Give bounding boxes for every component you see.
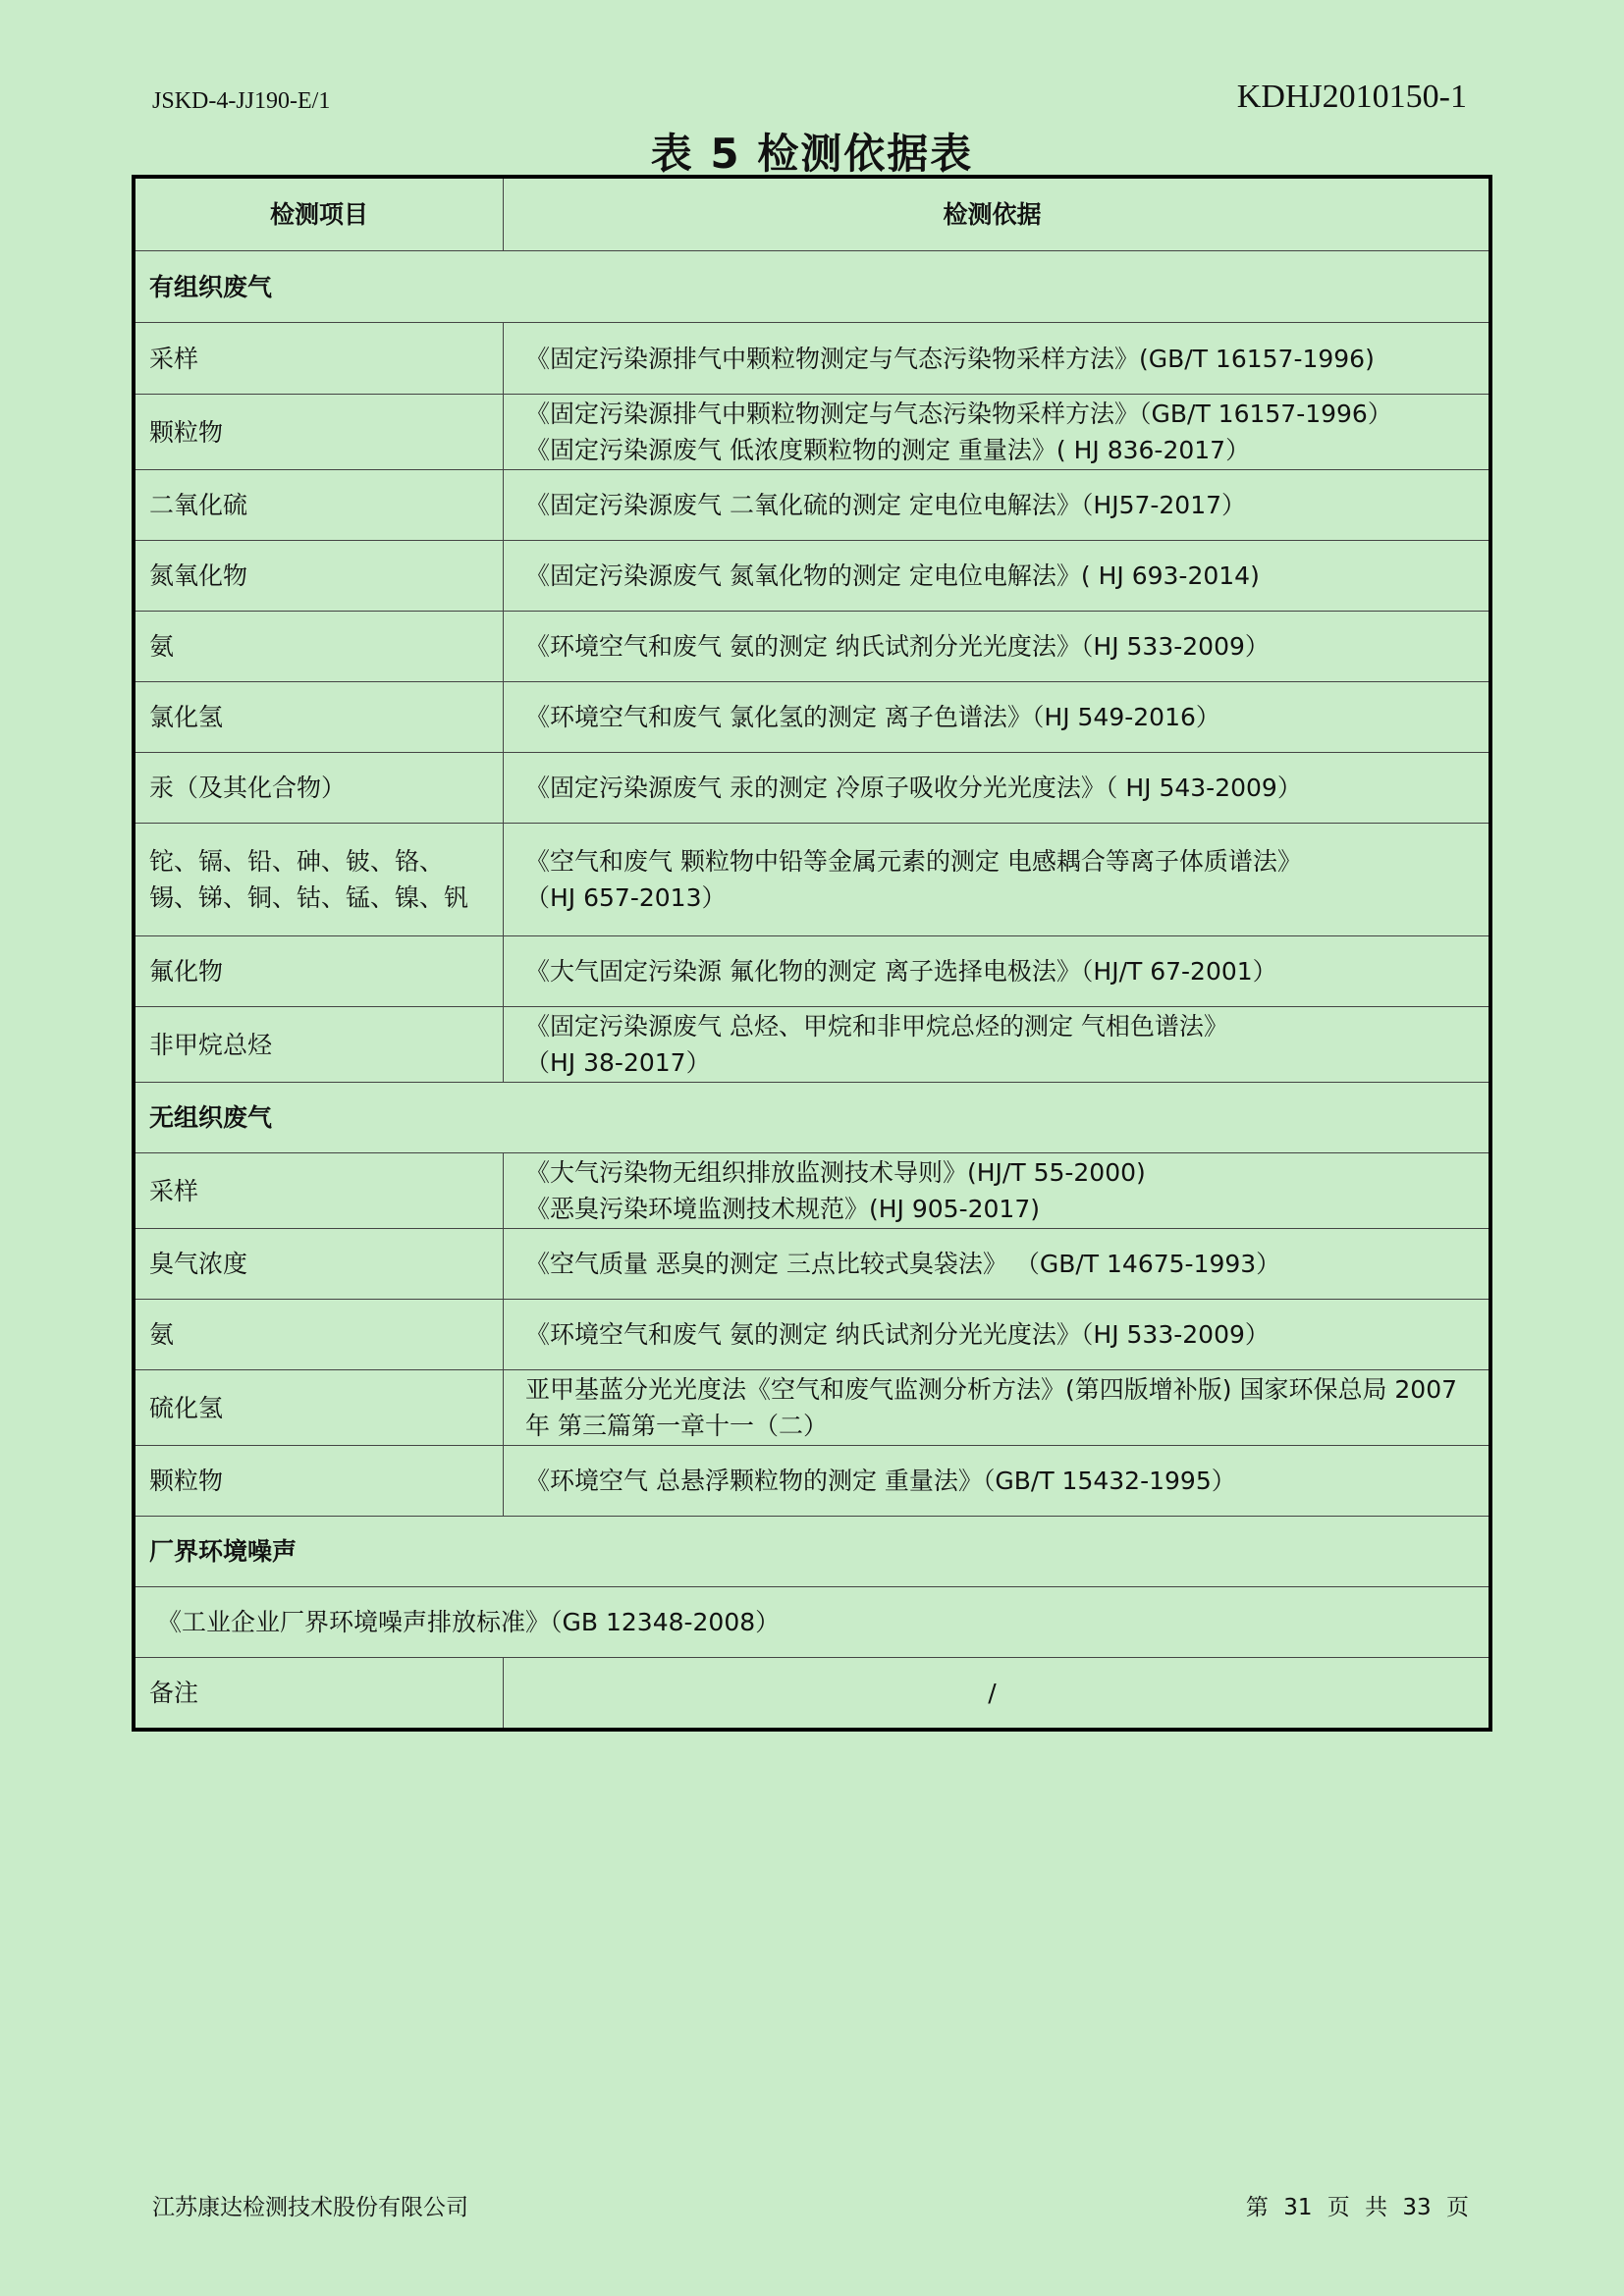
- basis-cell: 《空气和废气 颗粒物中铅等金属元素的测定 电感耦合等离子体质谱法》 （HJ 657-2013）: [525, 847, 1302, 912]
- section-row: [135, 250, 1489, 322]
- table-row: [135, 823, 1489, 935]
- table-row: [135, 1369, 1489, 1445]
- remark-value: /: [988, 1679, 997, 1707]
- item-cell: 采样: [135, 323, 504, 394]
- table-row: [135, 1299, 1489, 1369]
- item-cell: 氨: [135, 612, 504, 681]
- company-name: 江苏康达检测技术股份有限公司: [152, 2195, 468, 2220]
- item-cell: 汞（及其化合物）: [135, 753, 504, 823]
- basis-table: [132, 175, 1492, 1732]
- basis-cell: 《固定污染源排气中颗粒物测定与气态污染物采样方法》(GB/T 16157-1996): [525, 344, 1375, 373]
- item-cell: 氮氧化物: [135, 541, 504, 611]
- basis-cell: 《固定污染源废气 汞的测定 冷原子吸收分光光度法》（ HJ 543-2009）: [525, 774, 1302, 802]
- page-number: 第 31 页 共 33 页: [1245, 2195, 1469, 2220]
- remark-row: [135, 1657, 1489, 1728]
- table-row: [135, 1152, 1489, 1228]
- item-cell: 氯化氢: [135, 682, 504, 752]
- item-cell: 氨: [135, 1300, 504, 1369]
- item-cell: 采样: [135, 1153, 504, 1228]
- table-row: [135, 540, 1489, 611]
- table-row: [135, 469, 1489, 540]
- table-row: [135, 611, 1489, 681]
- table-row: [135, 752, 1489, 823]
- table-header-row: [135, 179, 1489, 250]
- basis-cell: 《大气固定污染源 氟化物的测定 离子选择电极法》（HJ/T 67-2001）: [525, 957, 1277, 986]
- document-code: JSKD-4-JJ190-E/1: [152, 88, 331, 114]
- item-cell: 颗粒物: [135, 1446, 504, 1516]
- basis-cell: 《固定污染源废气 氮氧化物的测定 定电位电解法》( HJ 693-2014): [525, 561, 1260, 590]
- basis-cell: 《固定污染源废气 总烃、甲烷和非甲烷总烃的测定 气相色谱法》 （HJ 38-2017）: [525, 1012, 1228, 1077]
- item-cell: 二氧化硫: [135, 470, 504, 540]
- report-number: KDHJ2010150-1: [1236, 79, 1467, 115]
- item-cell: 氟化物: [135, 936, 504, 1006]
- basis-cell: 《固定污染源废气 二氧化硫的测定 定电位电解法》（HJ57-2017）: [525, 491, 1247, 519]
- item-cell: 颗粒物: [135, 395, 504, 469]
- basis-cell: 《空气质量 恶臭的测定 三点比较式臭袋法》 （GB/T 14675-1993）: [525, 1250, 1281, 1278]
- table-row: [135, 935, 1489, 1006]
- item-cell: 硫化氢: [135, 1370, 504, 1445]
- section-title-fugitive: 无组织废气: [149, 1103, 273, 1132]
- basis-cell: 《环境空气和废气 氯化氢的测定 离子色谱法》（HJ 549-2016）: [525, 703, 1220, 731]
- table-row: [135, 1445, 1489, 1516]
- basis-cell: 《固定污染源排气中颗粒物测定与气态污染物采样方法》（GB/T 16157-1996） 《固定污染源废气 低浓度颗粒物的测定 重量法》( HJ 836-2017）: [525, 400, 1392, 464]
- section-row: [135, 1082, 1489, 1152]
- basis-cell: 亚甲基蓝分光光度法《空气和废气监测分析方法》(第四版增补版) 国家环保总局 2007 年 第三篇第一章十一（二）: [525, 1375, 1458, 1440]
- noise-basis-cell: 《工业企业厂界环境噪声排放标准》（GB 12348-2008）: [157, 1608, 781, 1636]
- table-row: [135, 681, 1489, 752]
- table-row: [135, 1586, 1489, 1657]
- column-header-basis: 检测依据: [943, 200, 1042, 229]
- table-row: [135, 394, 1489, 469]
- basis-cell: 《环境空气和废气 氨的测定 纳氏试剂分光光度法》（HJ 533-2009）: [525, 632, 1270, 661]
- remark-label: 备注: [135, 1658, 504, 1728]
- section-title-organized: 有组织废气: [149, 272, 273, 301]
- item-cell: 非甲烷总烃: [135, 1007, 504, 1082]
- item-cell: 臭气浓度: [135, 1229, 504, 1299]
- item-cell: 铊、镉、铅、砷、铍、铬、锡、锑、铜、钴、锰、镍、钒: [135, 824, 504, 935]
- basis-cell: 《环境空气和废气 氨的测定 纳氏试剂分光光度法》（HJ 533-2009）: [525, 1320, 1270, 1349]
- column-header-item: 检测项目: [135, 179, 504, 250]
- section-title-noise: 厂界环境噪声: [149, 1537, 298, 1566]
- section-row: [135, 1516, 1489, 1586]
- table-row: [135, 322, 1489, 394]
- basis-cell: 《大气污染物无组织排放监测技术导则》(HJ/T 55-2000) 《恶臭污染环境监测技术规范》(HJ 905-2017): [525, 1158, 1146, 1223]
- page-title: 表 5 检测依据表: [650, 130, 974, 178]
- table-row: [135, 1006, 1489, 1082]
- table-row: [135, 1228, 1489, 1299]
- basis-cell: 《环境空气 总悬浮颗粒物的测定 重量法》（GB/T 15432-1995）: [525, 1467, 1236, 1495]
